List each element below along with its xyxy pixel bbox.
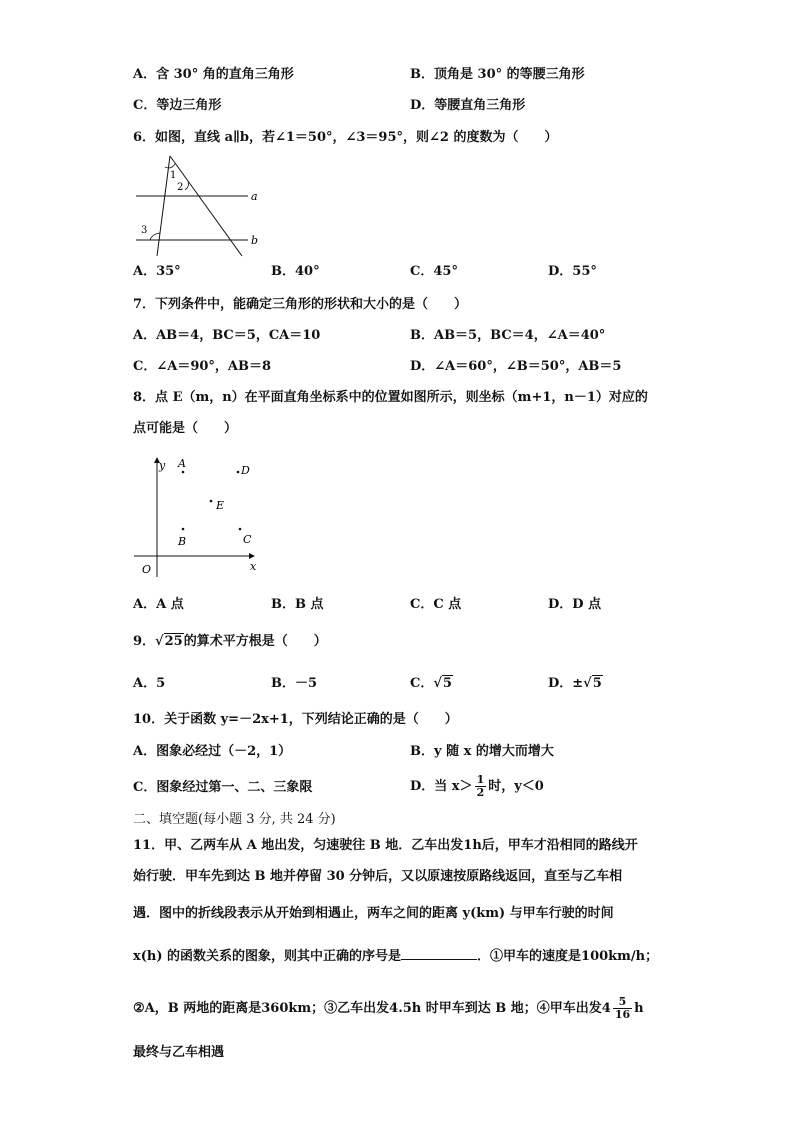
q8-label-c: C — [243, 533, 252, 546]
q7-option-c: C．∠A＝90°，AB＝8 — [133, 359, 272, 374]
q9-option-c: C．√5 — [410, 676, 452, 691]
q5-option-c: C．等边三角形 — [133, 98, 222, 113]
q11-fraction: $\frac{5}{16}$ — [614, 995, 631, 1021]
q11-line6: 最终与乙车相遇 — [133, 1045, 225, 1060]
q8-point-a — [182, 471, 185, 474]
q6-label-2: 2 — [177, 182, 184, 193]
q8-label-e: E — [216, 499, 225, 512]
q5-option-b: B．顶角是 30° 的等腰三角形 — [410, 67, 585, 82]
q8-figure — [130, 452, 270, 580]
q11-line5: ②A，B 两地的距离是360km；③乙车出发4.5h 时甲车到达 B 地；④甲车出发4 $\frac{5}{16}$ h — [133, 995, 644, 1021]
q7-option-d: D．∠A＝60°，∠B＝50°，AB＝5 — [410, 359, 622, 374]
q5-option-d: D．等腰直角三角形 — [410, 98, 526, 113]
q10-option-d: D．当 x＞ $\frac{1}{2}$ 时，y＜0 — [410, 773, 544, 799]
q8-label-d: D — [241, 464, 250, 477]
q11-answer-blank[interactable] — [401, 947, 477, 960]
q10-option-c: C．图象经过第一、二、三象限 — [133, 780, 313, 795]
q8-label-o: O — [142, 563, 152, 576]
section2-title: 二、填空题(每小题 3 分, 共 24 分) — [133, 812, 336, 827]
q6-stem: 6．如图，直线 a∥b，若∠1＝50°，∠3＝95°，则∠2 的度数为（ ） — [133, 130, 558, 145]
q6-label-3: 3 — [141, 225, 148, 236]
q8-label-a: A — [178, 457, 186, 470]
q8-label-x: x — [250, 560, 257, 573]
q11-line3: 遇．图中的折线段表示从开始到相遇止，两车之间的距离 y(km) 与甲车行驶的时间 — [133, 906, 614, 921]
q10-fraction: $\frac{1}{2}$ — [476, 773, 485, 799]
q6-angle-arc-3 — [150, 233, 160, 240]
q9-sqrt-25: √25 — [155, 634, 183, 649]
q8-option-b: B．B 点 — [271, 597, 324, 612]
q9-option-d: D．±√5 — [548, 676, 602, 691]
q8-option-a: A．A 点 — [133, 597, 184, 612]
q11-line4: x(h) 的函数关系的图象，则其中正确的序号是 ．①甲车的速度是100km/h； — [133, 949, 659, 964]
q6-angle-arc-1 — [165, 164, 175, 168]
q8-option-d: D．D 点 — [548, 597, 602, 612]
q8-label-y: y — [159, 459, 166, 472]
q5-option-a: A．含 30° 角的直角三角形 — [133, 67, 294, 82]
q6-label-b: b — [251, 234, 259, 247]
q6-label-1: 1 — [170, 170, 177, 181]
q9-option-a: A．5 — [133, 676, 166, 691]
q10-stem: 10．关于函数 y=－2x+1，下列结论正确的是（ ） — [133, 712, 458, 727]
q6-option-a: A．35° — [133, 264, 181, 279]
q6-option-b: B．40° — [271, 264, 320, 279]
q8-stem-line2: 点可能是（ ） — [133, 421, 238, 436]
q6-option-c: C．45° — [410, 264, 458, 279]
q7-option-b: B．AB＝5，BC＝4，∠A＝40° — [410, 328, 606, 343]
q7-option-a: A．AB＝4，BC＝5，CA＝10 — [133, 328, 321, 343]
q9-sqrt-5-c: √5 — [433, 676, 452, 691]
q11-line2: 始行驶．甲车先到达 B 地并停留 30 分钟后，又以原速按原路线返回，直至与乙车相 — [133, 869, 623, 884]
q8-point-e — [210, 500, 213, 503]
q10-option-b: B．y 随 x 的增大而增大 — [410, 744, 554, 759]
q8-label-b: B — [178, 535, 187, 548]
q6-transversal-right — [170, 156, 242, 256]
q10-option-a: A．图象必经过（－2，1） — [133, 744, 292, 759]
q6-option-d: D．55° — [548, 264, 597, 279]
q8-stem-line1: 8．点 E（m，n）在平面直角坐标系中的位置如图所示，则坐标（m+1，n－1）对应的 — [133, 390, 648, 405]
q6-transversal-left — [157, 156, 170, 256]
q8-option-c: C．C 点 — [410, 597, 462, 612]
q11-line1: 11．甲、乙两车从 A 地出发，匀速驶往 B 地．乙车出发1h后，甲车才沿相同的路线开 — [133, 838, 638, 853]
q8-point-c — [239, 528, 242, 531]
q6-figure — [130, 150, 270, 260]
q6-label-a: a — [251, 190, 258, 203]
q8-point-b — [182, 528, 185, 531]
q9-sqrt-5-d: √5 — [583, 676, 602, 691]
q7-stem: 7．下列条件中，能确定三角形的形状和大小的是（ ） — [133, 297, 468, 312]
q6-angle-arc-2 — [185, 182, 189, 190]
q8-point-d — [237, 471, 240, 474]
q9-option-b: B．－5 — [271, 676, 318, 691]
q9-stem: 9．√25的算术平方根是（ ） — [133, 634, 327, 649]
